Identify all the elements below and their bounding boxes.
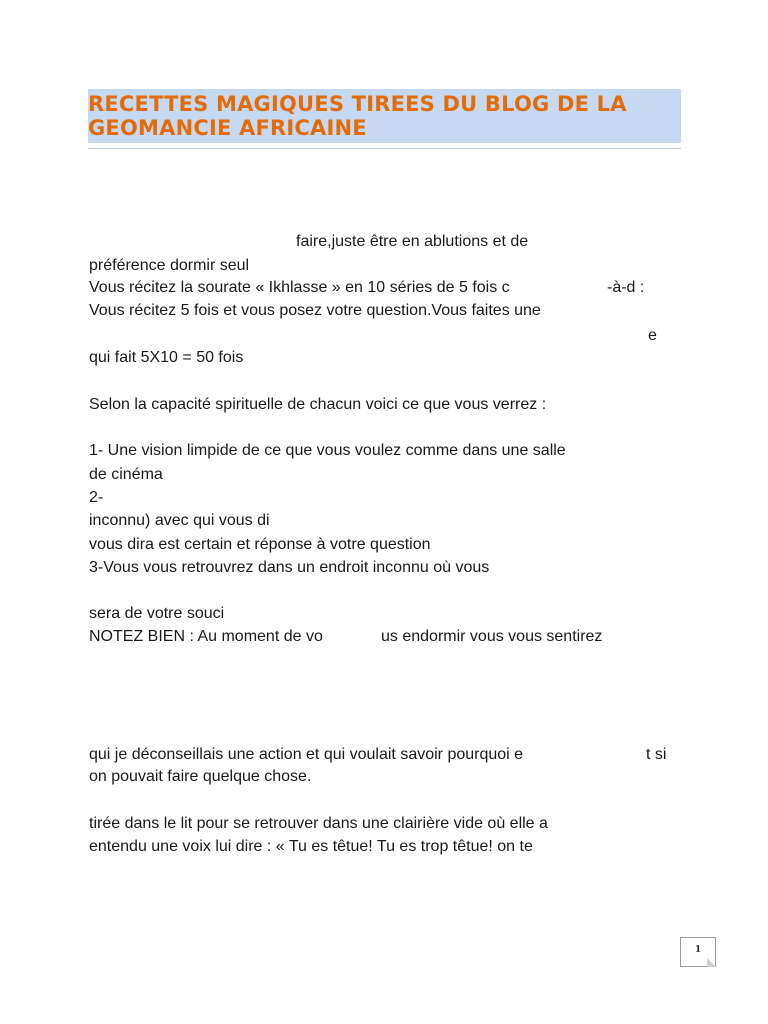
- document-title-line-1: RECETTES MAGIQUES TIREES DU BLOG DE LA: [88, 92, 627, 116]
- title-divider: [88, 148, 681, 149]
- document-title-line-2: GEOMANCIE AFRICAINE: [88, 116, 367, 140]
- text-line: 3-Vous vous retrouvrez dans un endroit inconnu où vous: [89, 559, 490, 576]
- text-line: de cinéma: [89, 466, 163, 483]
- text-line: Selon la capacité spirituelle de chacun voici ce que vous verrez :: [89, 396, 547, 413]
- page-curl-icon: [707, 958, 716, 967]
- text-line: inconnu) avec qui vous di: [89, 512, 270, 529]
- text-line: préférence dormir seul: [89, 257, 250, 274]
- text-line: faire,juste être en ablutions et de: [296, 233, 529, 250]
- text-line: Vous récitez la sourate « Ikhlasse » en 10 séries de 5 fois c: [89, 279, 510, 296]
- title-banner: [88, 89, 681, 143]
- page-number-badge: [680, 937, 716, 967]
- text-line: t si: [646, 746, 667, 763]
- text-line: -à-d :: [607, 279, 645, 296]
- text-line: on pouvait faire quelque chose.: [89, 768, 312, 785]
- text-line: e: [648, 327, 657, 344]
- text-line: sera de votre souci: [89, 605, 225, 622]
- text-line: NOTEZ BIEN : Au moment de vo: [89, 628, 323, 645]
- text-line: us endormir vous vous sentirez: [381, 628, 603, 645]
- text-line: qui fait 5X10 = 50 fois: [89, 349, 244, 366]
- page-number: 1: [694, 945, 702, 955]
- text-line: qui je déconseillais une action et qui voulait savoir pourquoi e: [89, 746, 524, 763]
- text-line: entendu une voix lui dire : « Tu es têtue! Tu es trop têtue! on te: [89, 838, 533, 855]
- text-line: tirée dans le lit pour se retrouver dans une clairière vide où elle a: [89, 815, 548, 832]
- text-line: Vous récitez 5 fois et vous posez votre question.Vous faites une: [89, 302, 541, 319]
- text-line: vous dira est certain et réponse à votre question: [89, 536, 431, 553]
- text-line: 2-: [89, 489, 104, 506]
- text-line: 1- Une vision limpide de ce que vous voulez comme dans une salle: [89, 442, 566, 459]
